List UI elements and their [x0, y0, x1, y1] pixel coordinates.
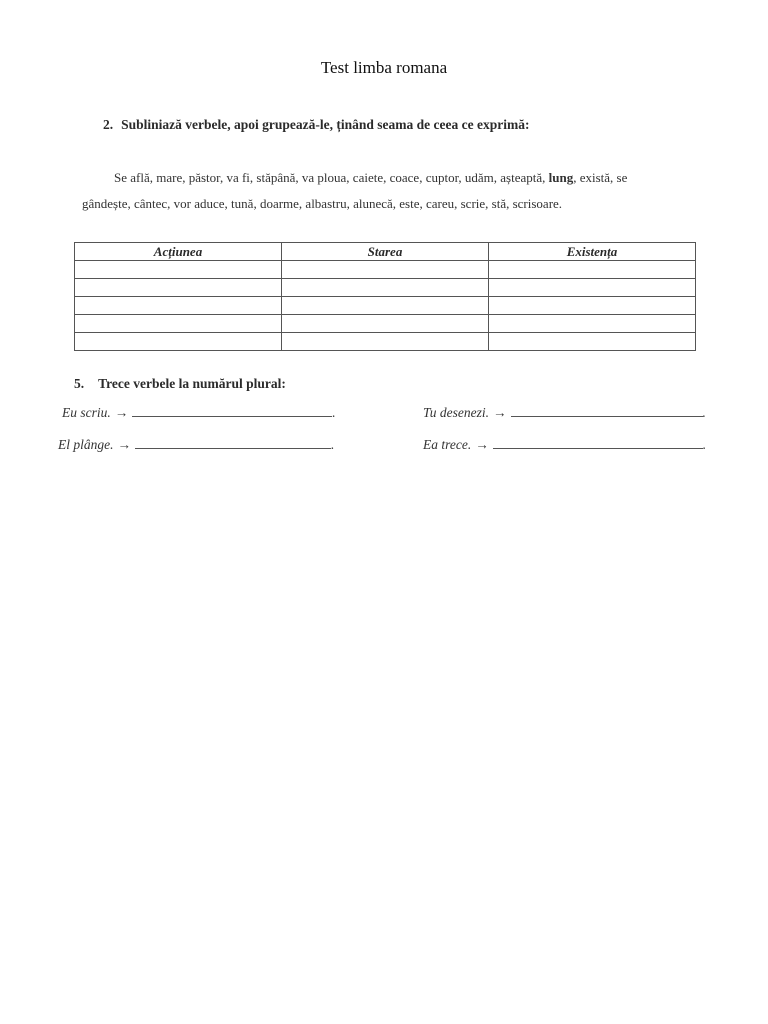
table-crop-mask — [60, 362, 720, 372]
column-header-existenta: Existența — [489, 243, 696, 261]
column-header-starea: Starea — [282, 243, 489, 261]
arrow-icon: → — [114, 405, 129, 420]
table-cell[interactable] — [75, 297, 282, 315]
table-cell[interactable] — [75, 333, 282, 351]
exercise-instruction: Trece verbele la numărul plural: — [98, 376, 286, 391]
item-prompt: El plânge. — [58, 437, 114, 452]
plural-item — [58, 436, 334, 453]
answer-blank[interactable] — [135, 436, 331, 449]
plural-item — [423, 404, 706, 421]
word-list-line-1 — [82, 165, 682, 191]
exercise-number: 2. — [103, 117, 114, 132]
word-list-segment-bold: lung — [548, 170, 574, 185]
column-header-actiunea: Acțiunea — [75, 243, 282, 261]
table-row — [75, 333, 696, 351]
word-list-line-2: gândește, cântec, vor aduce, tună, doarme, albastru, alunecă, este, careu, scrie, stă, scrisoare. — [82, 196, 563, 211]
table-cell[interactable] — [282, 279, 489, 297]
table-cell[interactable] — [489, 333, 696, 351]
exercise-2-heading — [103, 117, 529, 133]
table-cell[interactable] — [489, 261, 696, 279]
item-prompt: Eu scriu. — [62, 405, 111, 420]
table-cell[interactable] — [282, 333, 489, 351]
table-cell[interactable] — [282, 261, 489, 279]
exercise-instruction: Subliniază verbele, apoi grupează-le, ținând seama de ceea ce exprimă: — [121, 117, 530, 132]
table-row — [75, 261, 696, 279]
item-end: . — [702, 437, 707, 452]
table-cell[interactable] — [489, 279, 696, 297]
table-cell[interactable] — [282, 315, 489, 333]
classification-table — [74, 242, 696, 351]
word-list — [82, 165, 682, 217]
item-end: . — [702, 405, 706, 420]
table-header-row — [75, 243, 696, 261]
table-row — [75, 297, 696, 315]
page-title: Test limba romana — [320, 58, 448, 77]
answer-blank[interactable] — [511, 404, 703, 417]
item-prompt: Ea trece. — [423, 437, 472, 452]
table-row — [75, 279, 696, 297]
arrow-icon: → — [475, 437, 489, 452]
table-cell[interactable] — [489, 315, 696, 333]
item-end: . — [332, 405, 336, 420]
answer-blank[interactable] — [132, 404, 332, 417]
table-cell[interactable] — [75, 279, 282, 297]
item-prompt: Tu desenezi. — [423, 405, 489, 420]
table-cell[interactable] — [282, 297, 489, 315]
arrow-icon: → — [117, 437, 131, 452]
plural-item — [423, 436, 706, 453]
item-end: . — [331, 437, 335, 452]
answer-blank[interactable] — [493, 436, 703, 449]
table-cell[interactable] — [75, 261, 282, 279]
word-list-segment: , există, se — [573, 170, 628, 185]
word-list-segment: Se află, mare, păstor, va fi, stăpână, va ploua, caiete, coace, cuptor, udăm, așteaptă, — [114, 170, 549, 185]
arrow-icon: → — [493, 405, 507, 420]
table-row — [75, 315, 696, 333]
exercise-5-heading — [74, 376, 286, 392]
table-cell[interactable] — [75, 315, 282, 333]
exercise-number: 5. — [74, 376, 85, 391]
table-cell[interactable] — [489, 297, 696, 315]
plural-item — [62, 404, 336, 421]
